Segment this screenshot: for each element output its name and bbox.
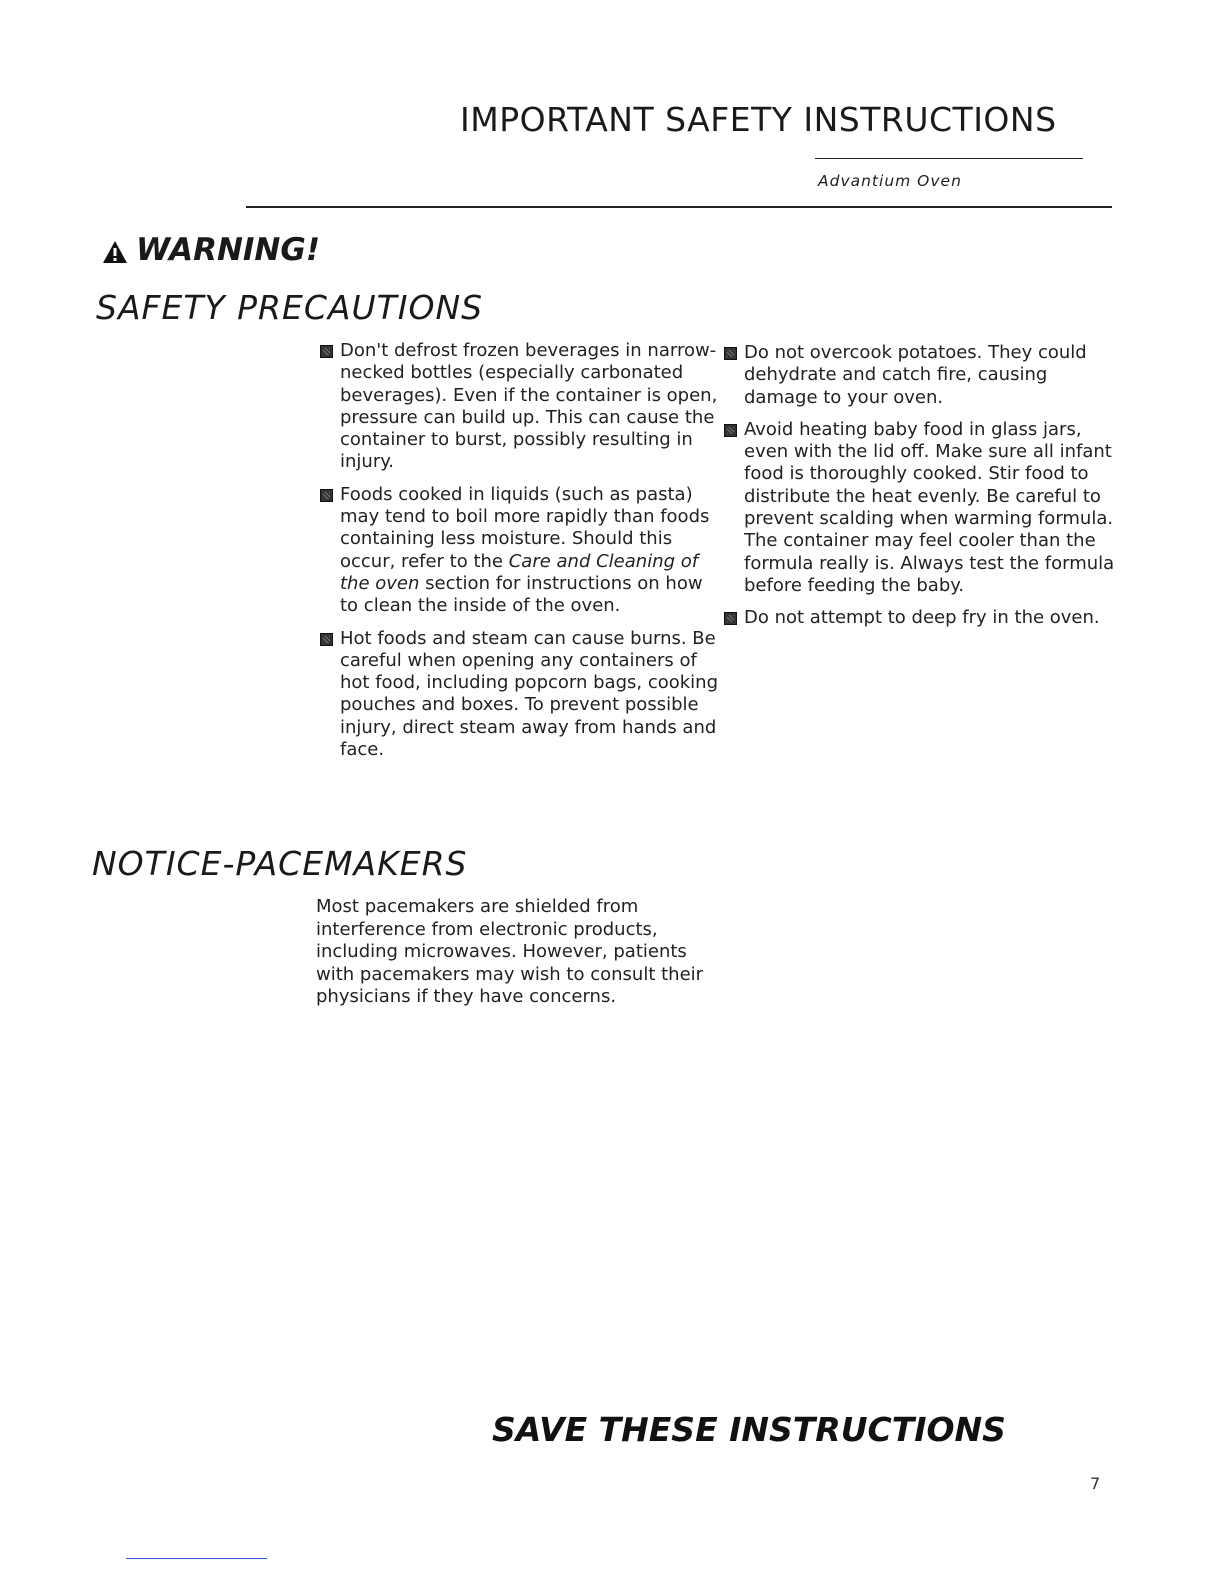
list-item-text: Do not attempt to deep fry in the oven. — [744, 607, 1100, 629]
header-rule-long — [246, 206, 1112, 208]
header-rule-short — [815, 158, 1083, 159]
page-subtitle: Advantium Oven — [818, 172, 962, 190]
list-item — [318, 484, 718, 618]
precautions-right-column — [722, 342, 1122, 640]
list-item — [318, 628, 718, 762]
list-item-text: section for instructions on how to clean the inside of the oven. — [340, 572, 703, 617]
warning-heading — [102, 232, 320, 268]
square-bullet-icon — [320, 489, 333, 502]
warning-label: WARNING! — [136, 232, 320, 268]
notice-paragraph: Most pacemakers are shielded from interference from electronic products, including microwaves. However, patients with pacemakers may wish to consult their physicians if they have concerns. — [316, 896, 704, 1007]
warning-triangle-icon — [102, 240, 128, 264]
square-bullet-icon — [724, 612, 737, 625]
page-number: 7 — [1090, 1474, 1101, 1493]
square-bullet-icon — [320, 633, 333, 646]
section-heading-safety-precautions: SAFETY PRECAUTIONS — [96, 288, 484, 327]
list-item-text: Avoid heating baby food in glass jars, even with the lid off. Make sure all infant food is thoroughly cooked. Stir food to distribute the heat evenly. Be careful to prevent scalding when warming formula. The container may feel cooler than the formula really is. Always test the formula before feeding the baby. — [744, 418, 1115, 596]
square-bullet-icon — [724, 424, 737, 437]
list-item — [722, 342, 1122, 409]
section-heading-notice-pacemakers: NOTICE-PACEMAKERS — [92, 844, 468, 883]
list-item — [722, 607, 1122, 629]
list-item — [318, 340, 718, 474]
square-bullet-icon — [320, 345, 333, 358]
save-instructions-footer: SAVE THESE INSTRUCTIONS — [492, 1410, 1006, 1449]
square-bullet-icon — [724, 347, 737, 360]
list-item-text: Foods cooked in liquids (such as pasta) may tend to boil more rapidly than foods containing less moisture. Should this occur, refer to the — [340, 483, 710, 572]
page-title: IMPORTANT SAFETY INSTRUCTIONS — [460, 100, 1057, 139]
list-item-text: Hot foods and steam can cause burns. Be careful when opening any containers of hot food, including popcorn bags, cooking pouches and boxes. To prevent possible injury, direct steam away from hands and face. — [340, 627, 718, 761]
section-reference: Care and Cleaning of the oven — [340, 550, 699, 594]
list-item — [722, 419, 1122, 597]
list-item-text: Do not overcook potatoes. They could dehydrate and catch fire, causing damage to your oven. — [744, 342, 1087, 408]
bottom-rule — [126, 1558, 267, 1559]
list-item-text: Don't defrost frozen beverages in narrow-necked bottles (especially carbonated beverages). Even if the container is open, pressure can build up. This can cause the container to burst, possibly resulting in injury. — [340, 340, 718, 473]
precautions-left-column — [318, 340, 718, 771]
